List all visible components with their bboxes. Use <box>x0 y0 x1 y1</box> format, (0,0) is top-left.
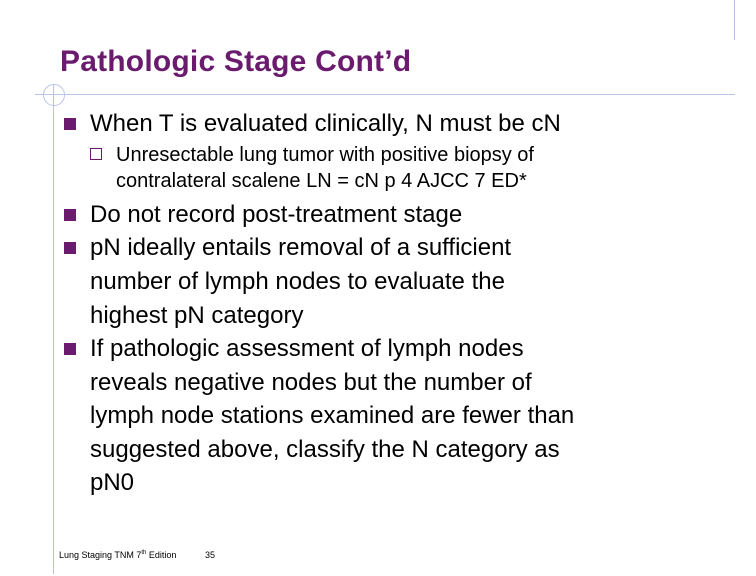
bullet-3-line-3: highest pN category <box>90 302 304 329</box>
bullet-4-line-3: lymph node stations examined are fewer than <box>90 402 575 429</box>
footer-text-edition: Edition <box>146 550 177 560</box>
decor-circle <box>43 84 65 106</box>
footer-text <box>59 550 176 560</box>
bullet-2-line-1: Do not record post-treatment stage <box>90 201 463 228</box>
bullet-3-line-2: number of lymph nodes to evaluate the <box>90 268 505 295</box>
bullet-square-icon <box>64 343 76 355</box>
decor-vertical-line-right <box>734 0 735 40</box>
bullet-4-line-4: suggested above, classify the N category as <box>90 436 560 463</box>
decor-horizontal-line-top <box>35 94 735 95</box>
bullet-square-icon <box>64 242 76 254</box>
bullet-1-line-1: When T is evaluated clinically, N must be cN <box>90 110 561 137</box>
bullet-square-icon <box>64 118 76 130</box>
bullet-3-line-1: pN ideally entails removal of a sufficient <box>90 234 512 261</box>
bullet-4-line-1: If pathologic assessment of lymph nodes <box>90 335 524 362</box>
bullet-4-line-5: pN0 <box>90 469 135 496</box>
page-number: 35 <box>205 550 216 560</box>
decor-vertical-line-left <box>53 84 54 574</box>
footer-superscript: th <box>141 550 147 556</box>
sub-bullet-1-line-2: contralateral scalene LN = cN p 4 AJCC 7 ED* <box>116 170 527 192</box>
bullet-4-line-2: reveals negative nodes but the number of <box>90 369 532 396</box>
footer-text-main: Lung Staging TNM 7 <box>59 550 142 560</box>
bullet-square-icon <box>64 209 76 221</box>
slide-title: Pathologic Stage Cont’d <box>60 45 412 78</box>
sub-bullet-square-icon <box>90 148 102 160</box>
sub-bullet-1-line-1: Unresectable lung tumor with positive biopsy of <box>116 144 534 166</box>
